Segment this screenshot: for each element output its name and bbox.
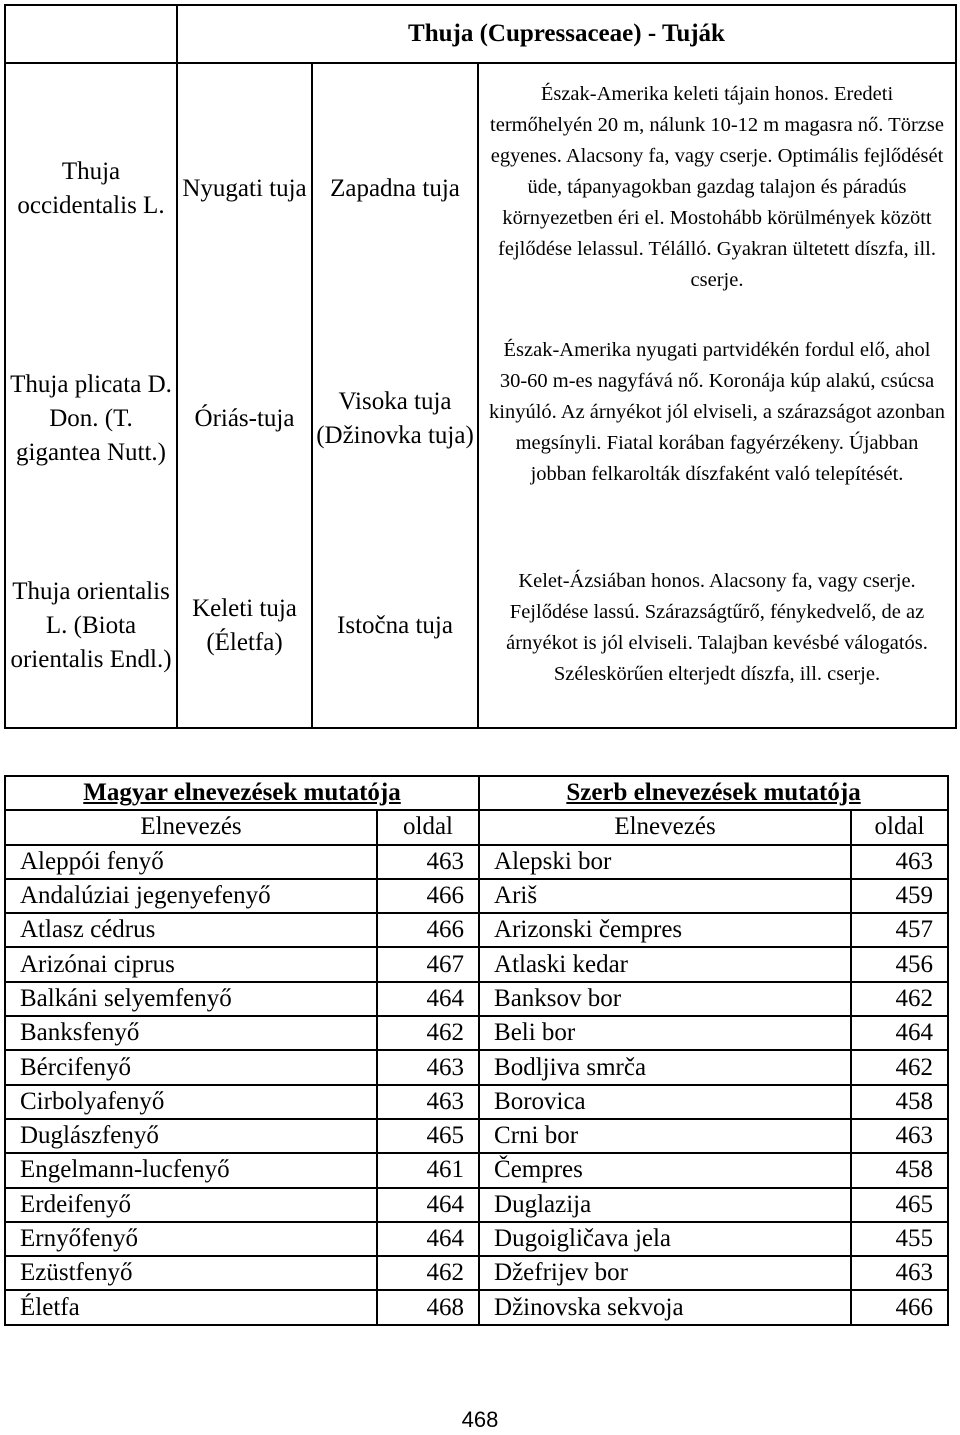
serbian-name: Istočna tuja (337, 611, 453, 639)
column-header-name: Elnevezés (5, 810, 377, 844)
serbian-name-cell: Alepski bor (479, 845, 851, 879)
hungarian-name: Keleti tuja (Életfa) (192, 594, 297, 656)
page-cell: 457 (851, 913, 948, 947)
table-row (5, 1119, 948, 1153)
hungarian-name-cell: Erdeifenyő (5, 1188, 377, 1222)
column-header-name: Elnevezés (479, 810, 851, 844)
page-cell: 456 (851, 947, 948, 981)
page-cell: 458 (851, 1085, 948, 1119)
hungarian-name: Óriás-tuja (194, 405, 295, 432)
serbian-name-cell: Arizonski čempres (479, 913, 851, 947)
hungarian-name-cell: Életfa (5, 1290, 377, 1324)
serbian-name-cell: Beli bor (479, 1016, 851, 1050)
hungarian-name-cell: Ernyőfenyő (5, 1222, 377, 1256)
page-cell: 463 (851, 845, 948, 879)
page-cell: 466 (377, 913, 479, 947)
table-corner-empty (5, 5, 177, 63)
serbian-names-column (312, 63, 478, 728)
column-header-page: oldal (851, 810, 948, 844)
table-row (5, 1222, 948, 1256)
page-cell: 455 (851, 1222, 948, 1256)
page-cell: 462 (377, 1256, 479, 1290)
page-cell: 458 (851, 1153, 948, 1187)
page-cell: 462 (851, 982, 948, 1016)
table-row (5, 1016, 948, 1050)
page-cell: 463 (851, 1256, 948, 1290)
serbian-name-cell: Banksov bor (479, 982, 851, 1016)
table-row (5, 982, 948, 1016)
species-table (4, 4, 957, 729)
table-row (5, 1188, 948, 1222)
hungarian-name-cell: Bércifenyő (5, 1050, 377, 1084)
hungarian-index-header: Magyar elnevezések mutatója (5, 776, 479, 810)
table-row (5, 913, 948, 947)
species-description: Kelet-Ázsiában honos. Alacsony fa, vagy cserje. Fejlődése lassú. Szárazságtűrő, fénykedvelő, de az árnyékot is jól elviseli. Talajban kevésbé válogatós. Széleskörűen elterjedt díszfa, ill. cserje. (506, 569, 928, 685)
page-cell: 466 (377, 879, 479, 913)
hungarian-name-cell: Atlasz cédrus (5, 913, 377, 947)
page-cell: 468 (377, 1290, 479, 1324)
species-table-title: Thuja (Cupressaceae) - Tuják (177, 5, 956, 63)
name-index-table (4, 775, 949, 1326)
hungarian-name-cell: Andalúziai jegenyefenyő (5, 879, 377, 913)
serbian-name-cell: Dugoigličava jela (479, 1222, 851, 1256)
table-row (5, 1153, 948, 1187)
page-number: 468 (461, 1407, 499, 1432)
page-cell: 461 (377, 1153, 479, 1187)
page-cell: 464 (377, 982, 479, 1016)
serbian-name-cell: Džinovska sekvoja (479, 1290, 851, 1324)
species-description: Észak-Amerika nyugati partvidékén fordul elő, ahol 30-60 m-es nagyfává nő. Koronája kúp alakú, csúcsa kinyúló. Az árnyékot jól elviseli, a szárazságot azonban megsínyli. Fiatal korában fagyérzékeny. Újabban jobban felkarolták díszfaként való telepítését. (489, 338, 945, 485)
serbian-name-cell: Čempres (479, 1153, 851, 1187)
serbian-name-cell: Ariš (479, 879, 851, 913)
serbian-name-cell: Borovica (479, 1085, 851, 1119)
hungarian-name-cell: Engelmann-lucfenyő (5, 1153, 377, 1187)
page-cell: 462 (851, 1050, 948, 1084)
page-cell: 467 (377, 947, 479, 981)
index-body (5, 845, 948, 1325)
page-cell: 464 (377, 1188, 479, 1222)
table-row (5, 947, 948, 981)
table-row (5, 1256, 948, 1290)
serbian-name-cell: Bodljiva smrča (479, 1050, 851, 1084)
page-cell: 464 (377, 1222, 479, 1256)
hungarian-name-cell: Cirbolyafenyő (5, 1085, 377, 1119)
serbian-name-cell: Crni bor (479, 1119, 851, 1153)
table-row (5, 879, 948, 913)
hungarian-name-cell: Ezüstfenyő (5, 1256, 377, 1290)
page-cell: 464 (851, 1016, 948, 1050)
hungarian-name-cell: Banksfenyő (5, 1016, 377, 1050)
serbian-name: Visoka tuja (Džinovka tuja) (316, 388, 474, 449)
latin-names-column (5, 63, 177, 728)
hungarian-names-column (177, 63, 312, 728)
serbian-index-header: Szerb elnevezések mutatója (479, 776, 948, 810)
hungarian-name-cell: Arizónai ciprus (5, 947, 377, 981)
page-cell: 463 (377, 1050, 479, 1084)
page-cell: 465 (377, 1119, 479, 1153)
page-cell: 462 (377, 1016, 479, 1050)
hungarian-name-cell: Aleppói fenyő (5, 845, 377, 879)
latin-name: Thuja plicata D. Don. (T. gigantea Nutt.) (10, 371, 172, 466)
species-description: Észak-Amerika keleti tájain honos. Eredeti termőhelyén 20 m, nálunk 10-12 m magasra nő. Törzse egyenes. Alacsony fa, vagy cserje. Optimális fejlődését üde, tápanyagokban gazdag talajon és páradús környezetben éri el. Mostohább körülmények között fejlődése lelassul. Télálló. Gyakran ültetett díszfa, ill. cserje. (490, 83, 944, 292)
page-cell: 459 (851, 879, 948, 913)
serbian-name: Zapadna tuja (330, 175, 460, 202)
page-cell: 463 (377, 1085, 479, 1119)
serbian-name-cell: Duglazija (479, 1188, 851, 1222)
hungarian-name: Nyugati tuja (182, 175, 307, 202)
hungarian-name-cell: Balkáni selyemfenyő (5, 982, 377, 1016)
page-cell: 466 (851, 1290, 948, 1324)
page-cell: 465 (851, 1188, 948, 1222)
page-cell: 463 (851, 1119, 948, 1153)
latin-name: Thuja occidentalis L. (17, 158, 165, 219)
serbian-name-cell: Džefrijev bor (479, 1256, 851, 1290)
descriptions-column (478, 63, 956, 728)
table-row (5, 845, 948, 879)
table-row (5, 1085, 948, 1119)
table-row (5, 1290, 948, 1324)
page-cell: 463 (377, 845, 479, 879)
serbian-name-cell: Atlaski kedar (479, 947, 851, 981)
table-row (5, 1050, 948, 1084)
latin-name: Thuja orientalis L. (Biota orientalis Endl.) (10, 577, 172, 673)
column-header-page: oldal (377, 810, 479, 844)
hungarian-name-cell: Duglászfenyő (5, 1119, 377, 1153)
